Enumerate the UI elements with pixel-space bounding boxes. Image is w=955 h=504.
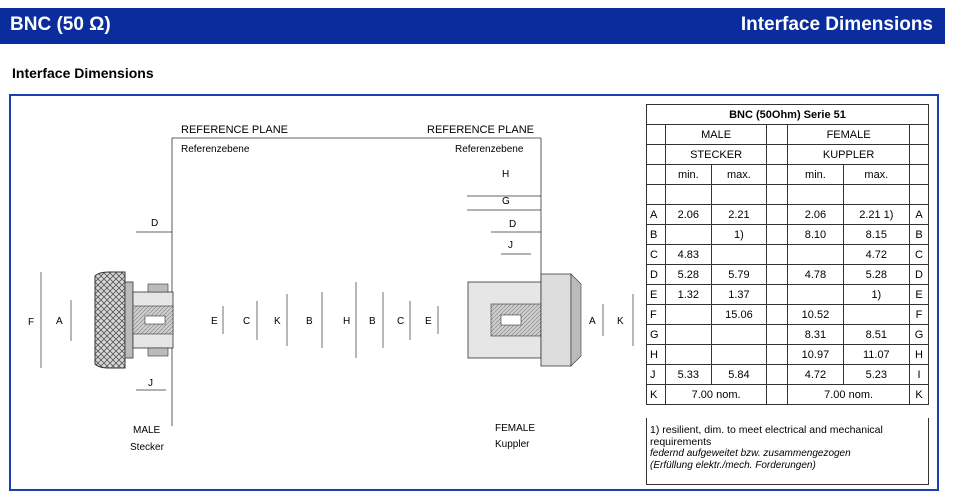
stecker-header: STECKER: [666, 145, 767, 165]
dim-k-male: K: [274, 316, 281, 327]
table-row: J 5.33 5.84 4.72 5.23 I: [647, 365, 929, 385]
footnote-de-2: (Erfüllung elektr./mech. Forderungen): [650, 460, 816, 471]
dim-g-female: G: [502, 196, 510, 207]
footnote-en: 1) resilient, dim. to meet electrical and mechanical requirements: [650, 424, 883, 448]
table-row: B 1) 8.10 8.15 B: [647, 225, 929, 245]
page-title: Interface Dimensions: [12, 65, 154, 81]
header-bar: [0, 8, 945, 44]
table-row: H 10.97 11.07 H: [647, 345, 929, 365]
dim-f-male: F: [28, 317, 35, 328]
male-label-de: Stecker: [130, 442, 164, 453]
dim-d-male: D: [151, 218, 159, 229]
kuppler-header: KUPPLER: [788, 145, 910, 165]
table-row: C 4.83 4.72 C: [647, 245, 929, 265]
ref-plane-label-male: REFERENCE PLANE: [181, 124, 288, 136]
table-row: D 5.28 5.79 4.78 5.28 D: [647, 265, 929, 285]
dim-a-female: A: [589, 316, 596, 327]
male-label: MALE: [133, 425, 161, 436]
ref-plane-label-female: REFERENCE PLANE: [427, 124, 534, 136]
table-row: K 7.00 nom. 7.00 nom. K: [647, 385, 929, 405]
dim-a-male: A: [56, 316, 63, 327]
table-title: BNC (50Ohm) Serie 51: [647, 105, 929, 125]
dim-c-female: C: [397, 316, 405, 327]
col-male-max: max.: [711, 165, 767, 185]
dim-b-male: B: [306, 316, 313, 327]
col-female-min: min.: [788, 165, 844, 185]
col-male-min: min.: [666, 165, 712, 185]
female-label: FEMALE: [495, 423, 536, 434]
header-section-title: Interface Dimensions: [740, 14, 933, 35]
dim-c-male: C: [243, 316, 251, 327]
female-header: FEMALE: [788, 125, 910, 145]
male-header: MALE: [666, 125, 767, 145]
header-title: BNC (50 Ω): [10, 14, 111, 35]
dim-h-female: H: [502, 169, 510, 180]
dim-d-female: D: [509, 219, 517, 230]
table-row: A 2.06 2.21 2.06 2.21 1) A: [647, 205, 929, 225]
footnote-de-1: federnd aufgeweitet bzw. zusammengezogen: [650, 448, 851, 459]
dim-j-male: J: [148, 378, 153, 389]
dim-h2-female: H: [343, 316, 351, 327]
dimensions-table: [646, 104, 929, 405]
dim-b-female: B: [369, 316, 376, 327]
table-row: G 8.31 8.51 G: [647, 325, 929, 345]
col-female-max: max.: [843, 165, 909, 185]
dim-e-male: E: [211, 316, 218, 327]
ref-plane-label-female-de: Referenzebene: [455, 144, 524, 155]
male-connector: [28, 124, 541, 453]
table-row: F 15.06 10.52 F: [647, 305, 929, 325]
footnote: [650, 424, 930, 472]
table-row: E 1.32 1.37 1) E: [647, 285, 929, 305]
dim-k-female: K: [617, 316, 624, 327]
connector-drawing: [11, 96, 641, 489]
female-label-de: Kuppler: [495, 439, 530, 450]
ref-plane-label-male-de: Referenzebene: [181, 144, 250, 155]
dim-j-female: J: [508, 240, 513, 251]
female-connector: [343, 124, 633, 450]
dim-e-female: E: [425, 316, 432, 327]
